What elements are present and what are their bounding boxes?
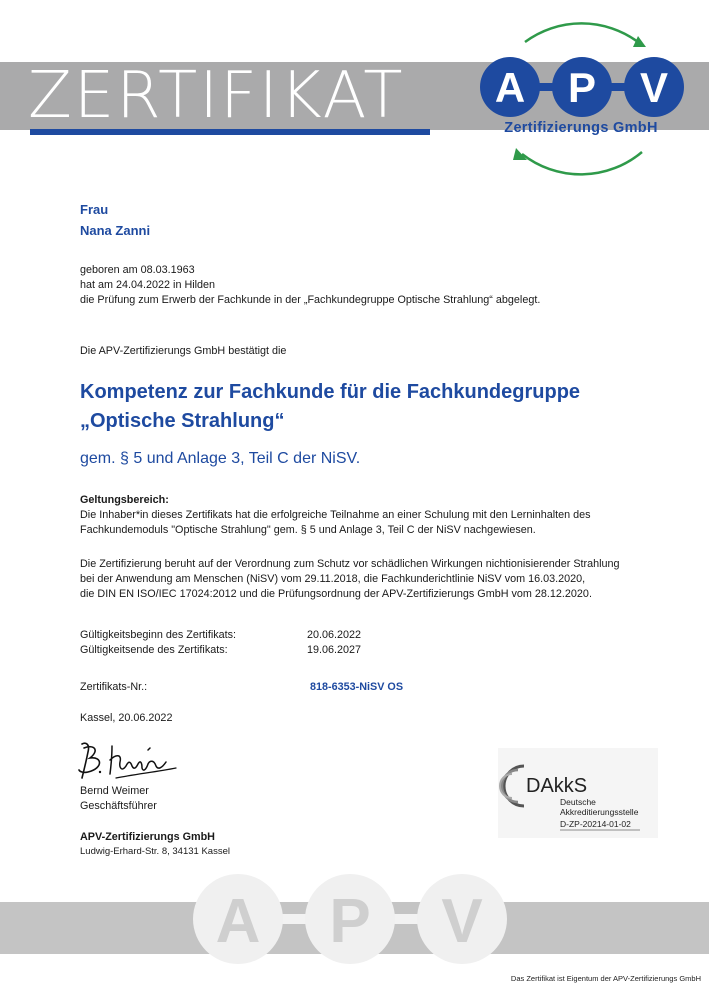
- basis-line-2: bei der Anwendung am Menschen (NiSV) vom 29.11.2018, die Fachkunderichtlinie NiSV vom 16.03.2020,: [80, 573, 586, 585]
- confirmation-text: Die APV-Zertifizierungs GmbH bestätigt die: [80, 345, 287, 357]
- company-address: Ludwig-Erhard-Str. 8, 34131 Kassel: [80, 846, 230, 857]
- apv-logo: [470, 14, 700, 184]
- dakks-logo-text: DAkkS: [526, 775, 588, 797]
- validity-end-value: 19.06.2027: [307, 644, 362, 656]
- competence-headline: Kompetenz zur Fachkunde für die Fachkundegruppe: [80, 381, 581, 403]
- footer-letter-v: V: [441, 887, 483, 956]
- signatory-name: Bernd Weimer: [80, 785, 149, 797]
- basis-line-3: die DIN EN ISO/IEC 17024:2012 und die Prüfungsordnung der APV-Zertifizierungs GmbH vom 28.12.2020.: [80, 588, 592, 600]
- footer-letter-p: P: [329, 887, 371, 956]
- arrow-bottom-head-icon: [513, 148, 527, 160]
- logo-letter-v: V: [639, 64, 669, 111]
- scope-heading: Geltungsbereich:: [80, 494, 169, 506]
- logo-letter-a: A: [494, 64, 526, 111]
- dakks-line-2: Akkreditierungsstelle: [560, 807, 639, 817]
- recipient-salutation: Frau: [80, 202, 109, 217]
- dakks-line-3: D-ZP-20214-01-02: [560, 819, 631, 829]
- exam-description: die Prüfung zum Erwerb der Fachkunde in der „Fachkundegruppe Optische Strahlung“ abgelegt.: [80, 294, 541, 306]
- validity-end-label: Gültigkeitsende des Zertifikats:: [80, 644, 228, 656]
- dakks-line-1: Deutsche: [560, 797, 596, 807]
- validity-start-value: 20.06.2022: [307, 629, 362, 641]
- place-date: Kassel, 20.06.2022: [80, 712, 173, 724]
- scope-line-2: Fachkundemoduls "Optische Strahlung" gem. § 5 und Anlage 3, Teil C der NiSV nachgewiesen.: [80, 524, 536, 536]
- company-name: APV-Zertifizierungs GmbH: [80, 831, 215, 843]
- validity-start-label: Gültigkeitsbeginn des Zertifikats:: [80, 629, 237, 641]
- legal-basis-line: gem. § 5 und Anlage 3, Teil C der NiSV.: [80, 450, 361, 467]
- arrow-top-icon: [525, 23, 638, 42]
- scope-line-1: Die Inhaber*in dieses Zertifikats hat die erfolgreiche Teilnahme an einer Schulung mit den Lerninhalten des: [80, 509, 591, 521]
- certificate-title: ZERTIFIKAT: [28, 59, 405, 133]
- arrow-bottom-icon: [522, 152, 642, 174]
- exam-date: hat am 24.04.2022 in Hilden: [80, 279, 216, 291]
- competence-group: „Optische Strahlung“: [80, 410, 285, 432]
- logo-letter-p: P: [567, 64, 597, 111]
- basis-line-1: Die Zertifizierung beruht auf der Verordnung zum Schutz vor schädlichen Wirkungen nichtionisierender Strahlung: [80, 558, 620, 570]
- signature-image: [76, 738, 186, 784]
- recipient-name: Nana Zanni: [80, 223, 151, 238]
- footer-watermark-logo: [190, 866, 520, 976]
- certificate-number-value: 818-6353-NiSV OS: [310, 681, 404, 693]
- logo-subtitle: Zertifizierungs GmbH: [504, 120, 658, 136]
- dakks-accreditation-mark: [498, 748, 658, 838]
- certificate-number-label: Zertifikats-Nr.:: [80, 681, 148, 693]
- signatory-title: Geschäftsführer: [80, 800, 157, 812]
- birth-date: geboren am 08.03.1963: [80, 264, 195, 276]
- arrow-top-head-icon: [633, 36, 646, 47]
- footer-letter-a: A: [215, 887, 261, 956]
- footer-ownership-note: Das Zertifikat ist Eigentum der APV-Zertifizierungs GmbH: [510, 974, 701, 983]
